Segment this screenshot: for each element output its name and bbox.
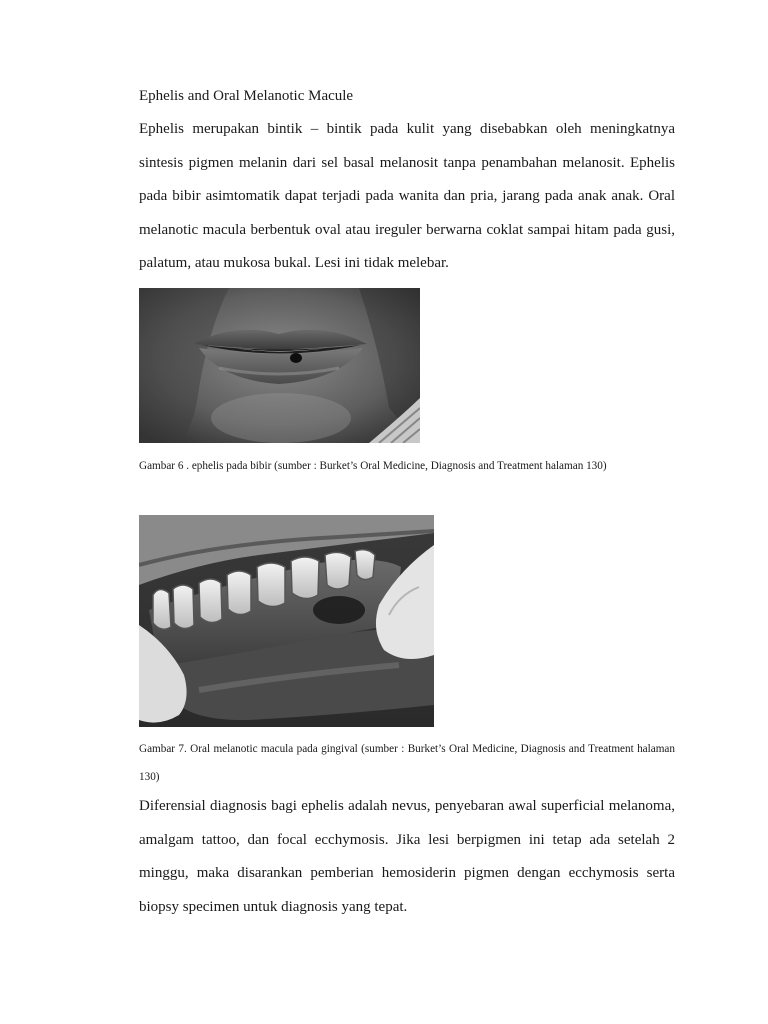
figure-ephelis-lip-photo — [139, 288, 420, 443]
paragraph-differential-diagnosis: Diferensial diagnosis bagi ephelis adalah nevus, penyebaran awal superficial melanoma, amalgam tattoo, dan focal ecchymosis. Jika lesi berpigmen ini tetap ada setelah 2 minggu, maka disarankan pemberian hemosiderin pigmen dengan ecchymosis serta biopsy specimen untuk diagnosis yang tepat. — [139, 798, 675, 915]
figure-oral-melanotic-macula-photo — [139, 515, 434, 727]
section-heading: Ephelis and Oral Melanotic Macule — [139, 88, 354, 104]
paragraph-ephelis-description: Ephelis merupakan bintik – bintik pada kulit yang disebabkan oleh meningkatnya sintesis pigmen melanin dari sel basal melanosit tanpa penambahan melanosit. Ephelis pada bibir asimtomatik dapat terjadi pada wanita dan pria, jarang pada anak anak. Oral melanotic macula berbentuk oval atau ireguler berwarna coklat sampai hitam pada gusi, palatum, atau mukosa bukal. Lesi ini tidak melebar. — [139, 121, 675, 271]
figure-7-caption: Gambar 7. Oral melanotic macula pada gingival (sumber : Burket’s Oral Medicine, Diagnosis and Treatment halaman 130) — [139, 743, 675, 783]
figure-6-caption: Gambar 6 . ephelis pada bibir (sumber : Burket’s Oral Medicine, Diagnosis and Treatment halaman 130) — [139, 460, 607, 472]
